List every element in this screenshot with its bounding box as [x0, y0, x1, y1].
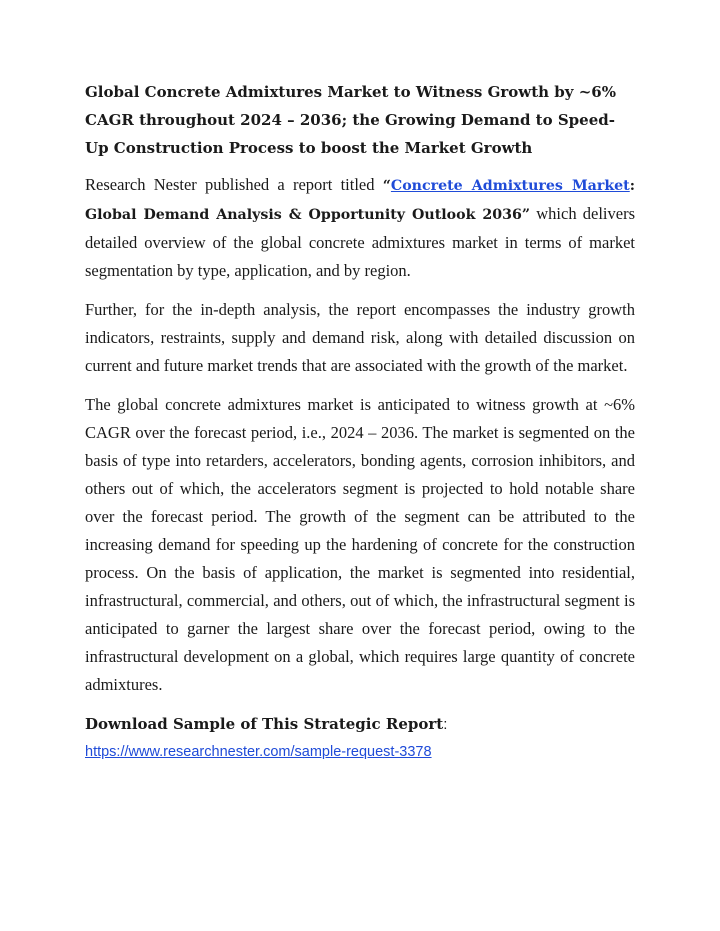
market-paragraph: The global concrete admixtures market is anticipated to witness growth at ~6% CAGR over the forecast period, i.e., 2024 – 2036. The market is segmented on the basis of type into retarders, accelerators, bonding agents, corrosion inhibitors, and others out of which, the accelerators segment is projected to hold notable share over the forecast period. The growth of the segment can be attributed to the increasing demand for speeding up the hardening of concrete for the construction process. On the basis of application, the market is segmented into residential, infrastructural, commercial, and others, out of which, the infrastructural segment is anticipated to garner the largest share over the forecast period, owing to the infrastructural development on a global, which requires large quantity of concrete admixtures. [85, 395, 635, 694]
page-title: Global Concrete Admixtures Market to Witness Growth by ~6% CAGR throughout 2024 – 2036; the Growing Demand to Speed-Up Construction Process to boost the Market Growth [85, 83, 616, 157]
report-title-rest: : Global Demand Analysis & Opportunity Outlook 2036” [85, 178, 635, 223]
report-title-link[interactable]: Concrete Admixtures Market [390, 178, 630, 194]
intro-prefix: Research Nester published a report titled [85, 175, 383, 194]
sample-request-link[interactable]: https://www.researchnester.com/sample-request-3378 [85, 744, 432, 760]
open-quote: “ [382, 178, 391, 194]
download-colon: : [443, 716, 448, 733]
download-sample-label: Download Sample of This Strategic Report [85, 715, 444, 733]
intro-paragraph [85, 171, 635, 285]
download-sample-heading [85, 710, 635, 739]
document-page [85, 78, 635, 763]
analysis-paragraph: Further, for the in-depth analysis, the report encompasses the industry growth indicators, restraints, supply and demand risk, along with detailed discussion on current and future market trends that are associated with the growth of the market. [85, 300, 635, 375]
intro-suffix: which delivers detailed overview of the global concrete admixtures market in terms of market segmentation by type, application, and by region. [85, 204, 635, 280]
